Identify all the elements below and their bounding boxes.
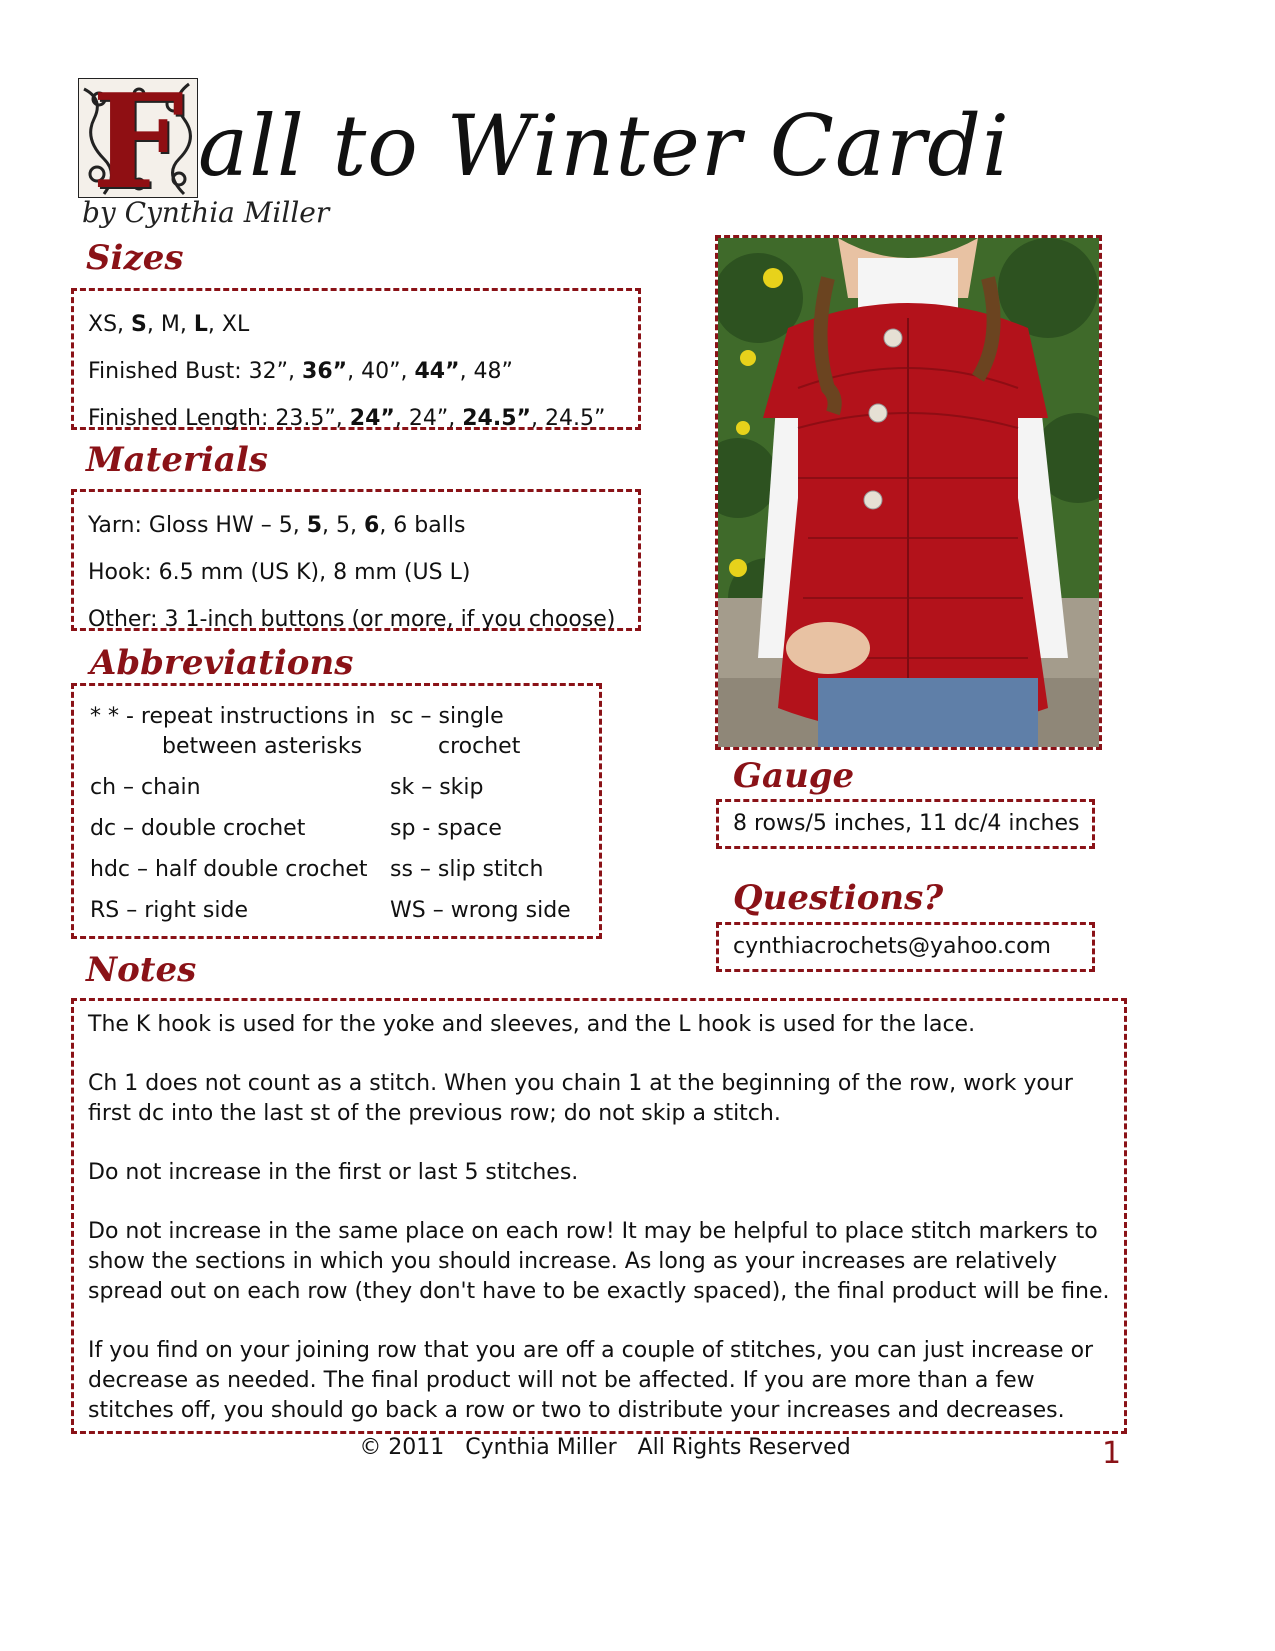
garment-photo: [715, 235, 1102, 750]
note-paragraph: Ch 1 does not count as a stitch. When you chain 1 at the beginning of the row, work your first dc into the last st of the previous row; do not skip a stitch.: [88, 1071, 1073, 1126]
gauge-text: 8 rows/5 inches, 11 dc/4 inches: [733, 811, 1080, 836]
abbreviation-term: ss – slip stitch: [390, 857, 544, 882]
materials-text: , 6 balls: [379, 513, 466, 538]
note-paragraph: Do not increase in the same place on each row! It may be helpful to place stitch markers to show the sections in which you should increase. As long as your increases are relatively spread out on each row (they don't have to be exactly spaced), the final product will be fine.: [88, 1219, 1110, 1304]
materials-text: Hook: 6.5 mm (US K), 8 mm (US L): [88, 560, 471, 585]
questions-heading: Questions?: [733, 878, 944, 918]
abbreviation-term: sk – skip: [390, 775, 484, 800]
notes-box: [71, 998, 1127, 1434]
sizes-text: Finished Length: 23.5”,: [88, 406, 350, 431]
abbreviation-term: RS – right side: [90, 898, 248, 923]
abbreviation-term: WS – wrong side: [390, 898, 571, 923]
notes-body: [88, 1010, 1112, 1426]
sizes-text: , 48”: [459, 359, 513, 384]
notes-heading: Notes: [86, 950, 197, 990]
sizes-text: XS,: [88, 312, 132, 337]
gauge-box: [716, 799, 1095, 849]
sizes-bold-value: S: [131, 312, 147, 337]
abbreviation-row: [90, 773, 590, 803]
sizes-bold-value: 24.5”: [462, 406, 531, 431]
abbreviation-term: sc – single: [390, 704, 504, 729]
title-block: [78, 78, 1010, 238]
abbreviation-row: [90, 702, 590, 762]
materials-bold-value: 5: [306, 513, 323, 538]
drop-cap-letter: F: [91, 78, 185, 198]
abbreviations-box: [71, 683, 602, 939]
materials-bold-value: 6: [364, 513, 380, 538]
model-photo-illustration: [718, 238, 1099, 747]
sizes-line: [88, 395, 624, 442]
sizes-line: [88, 301, 624, 348]
contact-email[interactable]: cynthiacrochets@yahoo.com: [733, 934, 1051, 959]
sizes-text: , 24.5”: [530, 406, 606, 431]
abbreviation-row: [90, 814, 590, 844]
sizes-bold-value: L: [193, 312, 208, 337]
abbreviation-term: ch – chain: [90, 775, 201, 800]
note-paragraph: Do not increase in the first or last 5 stitches.: [88, 1160, 579, 1185]
drop-cap: [78, 78, 198, 198]
sizes-text: , M,: [146, 312, 194, 337]
sizes-text: Finished Bust: 32”,: [88, 359, 303, 384]
abbreviation-term: * * - repeat instructions in: [90, 704, 376, 729]
sizes-text: , 24”,: [394, 406, 463, 431]
sizes-bold-value: 36”: [302, 359, 348, 384]
copyright-footer: © 2011 Cynthia Miller All Rights Reserved: [359, 1435, 851, 1460]
materials-lines: [88, 502, 624, 643]
materials-line: [88, 549, 624, 596]
sizes-bold-value: 44”: [414, 359, 460, 384]
materials-line: [88, 596, 624, 643]
page-title: all to Winter Cardi: [198, 97, 1010, 195]
abbreviations-heading: Abbreviations: [90, 643, 354, 683]
note-paragraph: The K hook is used for the yoke and sleeves, and the L hook is used for the lace.: [88, 1012, 976, 1037]
abbreviation-row: [90, 896, 590, 926]
materials-text: , 5,: [322, 513, 364, 538]
note-paragraph: If you find on your joining row that you are off a couple of stitches, you can just increase or decrease as needed. The final product will not be affected. If you are more than a few stitches off, you should go back a row or two to distribute your increases and decreases.: [88, 1338, 1094, 1423]
materials-line: [88, 502, 624, 549]
sizes-lines: [88, 301, 624, 442]
gauge-heading: Gauge: [733, 756, 855, 796]
sizes-bold-value: 24”: [349, 406, 395, 431]
abbreviation-row: [90, 855, 590, 885]
materials-heading: Materials: [86, 440, 268, 480]
materials-box: [71, 489, 641, 631]
abbreviation-term: sp - space: [390, 816, 502, 841]
sizes-text: , 40”,: [347, 359, 415, 384]
page-number: 1: [1102, 1436, 1122, 1471]
byline: by Cynthia Miller: [82, 196, 330, 229]
abbreviation-term: hdc – half double crochet: [90, 857, 368, 882]
materials-text: Yarn: Gloss HW – 5,: [88, 513, 307, 538]
materials-text: Other: 3 1-inch buttons (or more, if you choose): [88, 607, 616, 632]
abbreviation-term-cont: crochet: [438, 734, 521, 759]
sizes-heading: Sizes: [86, 238, 184, 278]
sizes-text: , XL: [207, 312, 250, 337]
sizes-line: [88, 348, 624, 395]
abbreviation-term: dc – double crochet: [90, 816, 306, 841]
questions-box: [716, 922, 1095, 972]
sizes-box: [71, 288, 641, 430]
abbreviations-table: [90, 702, 590, 937]
abbreviation-term-cont: between asterisks: [162, 734, 363, 759]
